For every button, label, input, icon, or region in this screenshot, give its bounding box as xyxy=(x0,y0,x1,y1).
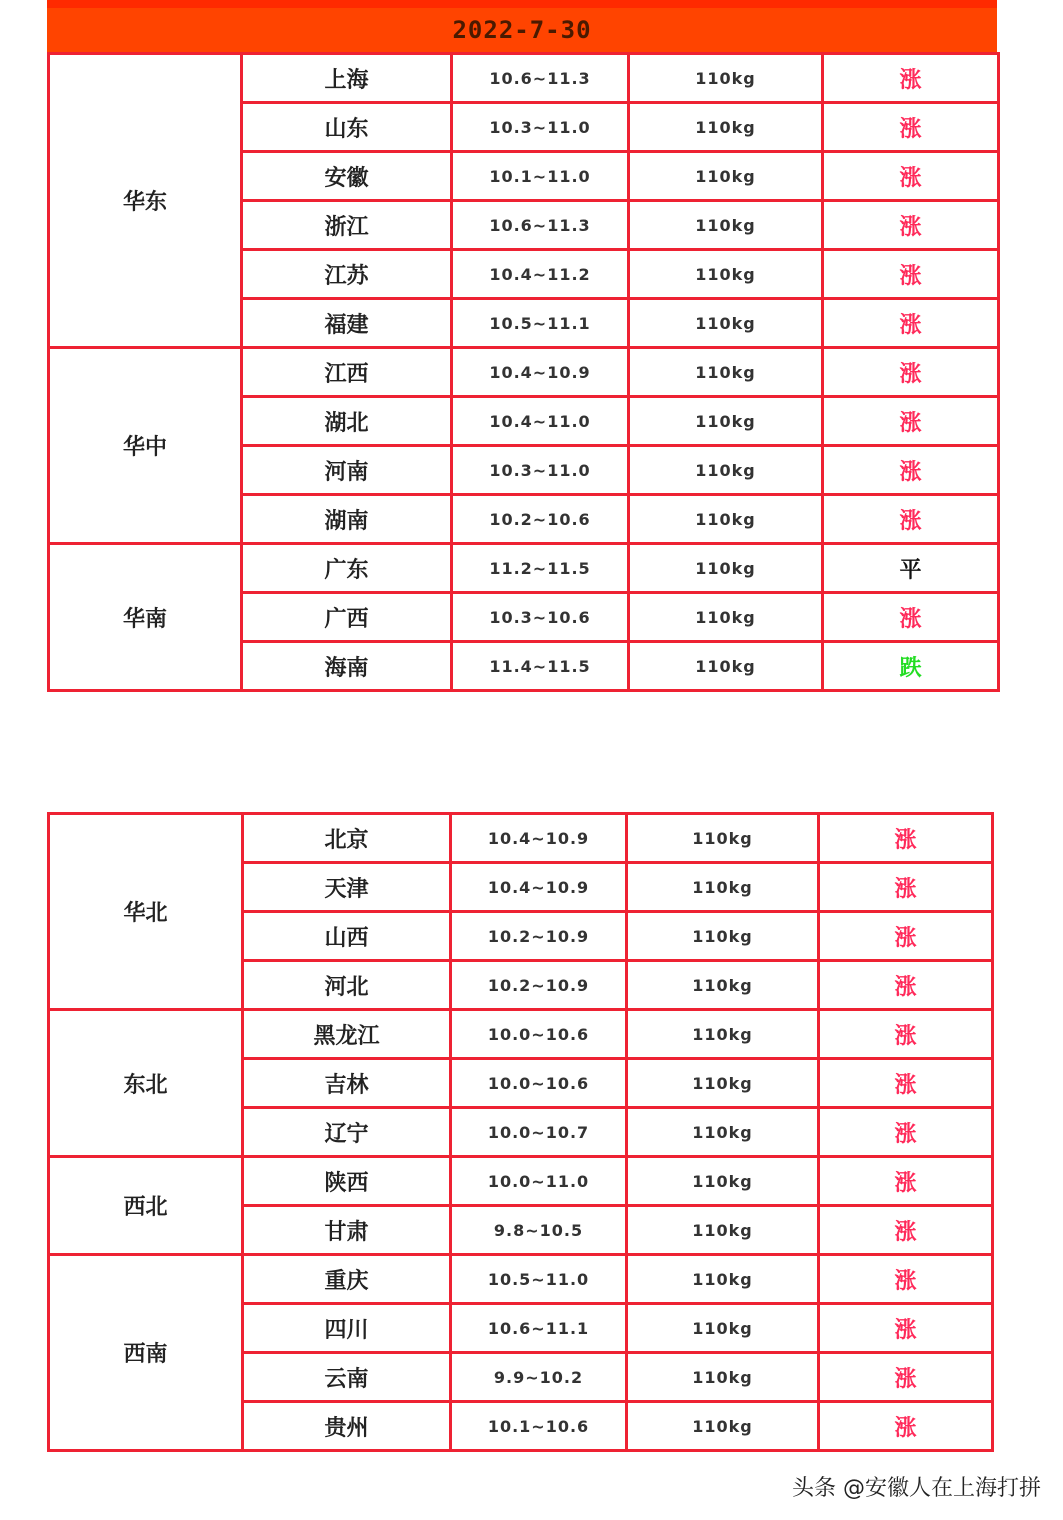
price-cell: 10.6~11.3 xyxy=(452,54,629,103)
province-cell: 湖北 xyxy=(242,397,452,446)
trend-cell: 涨 xyxy=(819,1059,993,1108)
price-cell: 10.0~10.6 xyxy=(451,1059,627,1108)
trend-cell: 涨 xyxy=(819,912,993,961)
price-cell: 10.4~11.2 xyxy=(452,250,629,299)
price-cell: 10.2~10.9 xyxy=(451,961,627,1010)
region-cell: 西南 xyxy=(49,1255,243,1451)
weight-cell: 110kg xyxy=(627,1206,819,1255)
region-cell: 华北 xyxy=(49,814,243,1010)
weight-cell: 110kg xyxy=(627,1353,819,1402)
province-cell: 山东 xyxy=(242,103,452,152)
weight-cell: 110kg xyxy=(627,1157,819,1206)
province-cell: 陕西 xyxy=(243,1157,451,1206)
price-cell: 10.4~10.9 xyxy=(451,863,627,912)
province-cell: 上海 xyxy=(242,54,452,103)
weight-cell: 110kg xyxy=(627,1304,819,1353)
price-cell: 10.6~11.3 xyxy=(452,201,629,250)
trend-cell: 涨 xyxy=(819,961,993,1010)
trend-cell: 涨 xyxy=(819,1402,993,1451)
province-cell: 广西 xyxy=(242,593,452,642)
province-cell: 江西 xyxy=(242,348,452,397)
province-cell: 海南 xyxy=(242,642,452,691)
price-cell: 10.0~10.7 xyxy=(451,1108,627,1157)
weight-cell: 110kg xyxy=(629,495,823,544)
trend-cell: 涨 xyxy=(823,152,999,201)
province-cell: 山西 xyxy=(243,912,451,961)
weight-cell: 110kg xyxy=(629,201,823,250)
region-cell: 华中 xyxy=(49,348,242,544)
trend-cell: 涨 xyxy=(823,446,999,495)
price-cell: 9.9~10.2 xyxy=(451,1353,627,1402)
price-cell: 10.3~11.0 xyxy=(452,446,629,495)
price-cell: 10.4~11.0 xyxy=(452,397,629,446)
price-cell: 10.1~11.0 xyxy=(452,152,629,201)
price-cell: 11.2~11.5 xyxy=(452,544,629,593)
trend-cell: 涨 xyxy=(819,1206,993,1255)
province-cell: 安徽 xyxy=(242,152,452,201)
province-cell: 北京 xyxy=(243,814,451,863)
weight-cell: 110kg xyxy=(629,446,823,495)
weight-cell: 110kg xyxy=(627,1010,819,1059)
trend-cell: 涨 xyxy=(823,593,999,642)
province-cell: 湖南 xyxy=(242,495,452,544)
weight-cell: 110kg xyxy=(629,397,823,446)
price-cell: 10.1~10.6 xyxy=(451,1402,627,1451)
trend-cell: 平 xyxy=(823,544,999,593)
weight-cell: 110kg xyxy=(627,1402,819,1451)
price-cell: 9.8~10.5 xyxy=(451,1206,627,1255)
trend-cell: 涨 xyxy=(823,201,999,250)
trend-cell: 涨 xyxy=(819,863,993,912)
weight-cell: 110kg xyxy=(629,544,823,593)
region-cell: 华南 xyxy=(49,544,242,691)
trend-cell: 涨 xyxy=(819,1010,993,1059)
price-cell: 10.6~11.1 xyxy=(451,1304,627,1353)
trend-cell: 涨 xyxy=(823,397,999,446)
region-cell: 东北 xyxy=(49,1010,243,1157)
weight-cell: 110kg xyxy=(629,348,823,397)
province-cell: 江苏 xyxy=(242,250,452,299)
price-cell: 10.5~11.1 xyxy=(452,299,629,348)
weight-cell: 110kg xyxy=(629,152,823,201)
table-row xyxy=(49,54,999,103)
table-row xyxy=(49,348,999,397)
province-cell: 河北 xyxy=(243,961,451,1010)
weight-cell: 110kg xyxy=(627,863,819,912)
trend-cell: 跌 xyxy=(823,642,999,691)
trend-cell: 涨 xyxy=(823,250,999,299)
date-title: 2022-7-30 xyxy=(47,0,997,52)
price-table-top xyxy=(47,0,997,692)
province-cell: 辽宁 xyxy=(243,1108,451,1157)
price-cell: 10.0~10.6 xyxy=(451,1010,627,1059)
price-cell: 10.2~10.9 xyxy=(451,912,627,961)
weight-cell: 110kg xyxy=(627,814,819,863)
price-cell: 10.5~11.0 xyxy=(451,1255,627,1304)
price-table-bottom xyxy=(47,812,991,1452)
province-cell: 广东 xyxy=(242,544,452,593)
weight-cell: 110kg xyxy=(629,642,823,691)
trend-cell: 涨 xyxy=(823,348,999,397)
weight-cell: 110kg xyxy=(629,299,823,348)
weight-cell: 110kg xyxy=(629,593,823,642)
province-cell: 天津 xyxy=(243,863,451,912)
price-cell: 10.4~10.9 xyxy=(451,814,627,863)
province-cell: 甘肃 xyxy=(243,1206,451,1255)
trend-cell: 涨 xyxy=(819,1304,993,1353)
price-cell: 10.4~10.9 xyxy=(452,348,629,397)
weight-cell: 110kg xyxy=(629,54,823,103)
trend-cell: 涨 xyxy=(819,1255,993,1304)
province-cell: 河南 xyxy=(242,446,452,495)
weight-cell: 110kg xyxy=(627,1255,819,1304)
region-cell: 西北 xyxy=(49,1157,243,1255)
weight-cell: 110kg xyxy=(629,103,823,152)
weight-cell: 110kg xyxy=(629,250,823,299)
province-cell: 黑龙江 xyxy=(243,1010,451,1059)
region-cell: 华东 xyxy=(49,54,242,348)
table-row xyxy=(49,1255,993,1304)
province-cell: 贵州 xyxy=(243,1402,451,1451)
trend-cell: 涨 xyxy=(823,495,999,544)
trend-cell: 涨 xyxy=(819,1157,993,1206)
price-cell: 10.3~11.0 xyxy=(452,103,629,152)
province-cell: 福建 xyxy=(242,299,452,348)
weight-cell: 110kg xyxy=(627,912,819,961)
price-cell: 11.4~11.5 xyxy=(452,642,629,691)
table-row xyxy=(49,1157,993,1206)
trend-cell: 涨 xyxy=(819,1353,993,1402)
province-cell: 重庆 xyxy=(243,1255,451,1304)
trend-cell: 涨 xyxy=(823,54,999,103)
price-cell: 10.0~11.0 xyxy=(451,1157,627,1206)
weight-cell: 110kg xyxy=(627,961,819,1010)
weight-cell: 110kg xyxy=(627,1108,819,1157)
price-table-2 xyxy=(47,812,994,1452)
province-cell: 吉林 xyxy=(243,1059,451,1108)
province-cell: 云南 xyxy=(243,1353,451,1402)
province-cell: 浙江 xyxy=(242,201,452,250)
table-row xyxy=(49,1010,993,1059)
price-cell: 10.3~10.6 xyxy=(452,593,629,642)
trend-cell: 涨 xyxy=(823,103,999,152)
price-cell: 10.2~10.6 xyxy=(452,495,629,544)
province-cell: 四川 xyxy=(243,1304,451,1353)
price-table-1 xyxy=(47,52,1000,692)
trend-cell: 涨 xyxy=(819,1108,993,1157)
trend-cell: 涨 xyxy=(819,814,993,863)
trend-cell: 涨 xyxy=(823,299,999,348)
weight-cell: 110kg xyxy=(627,1059,819,1108)
table-row xyxy=(49,544,999,593)
watermark-text: 头条 @安徽人在上海打拼 xyxy=(792,1476,1041,1501)
table-row xyxy=(49,814,993,863)
